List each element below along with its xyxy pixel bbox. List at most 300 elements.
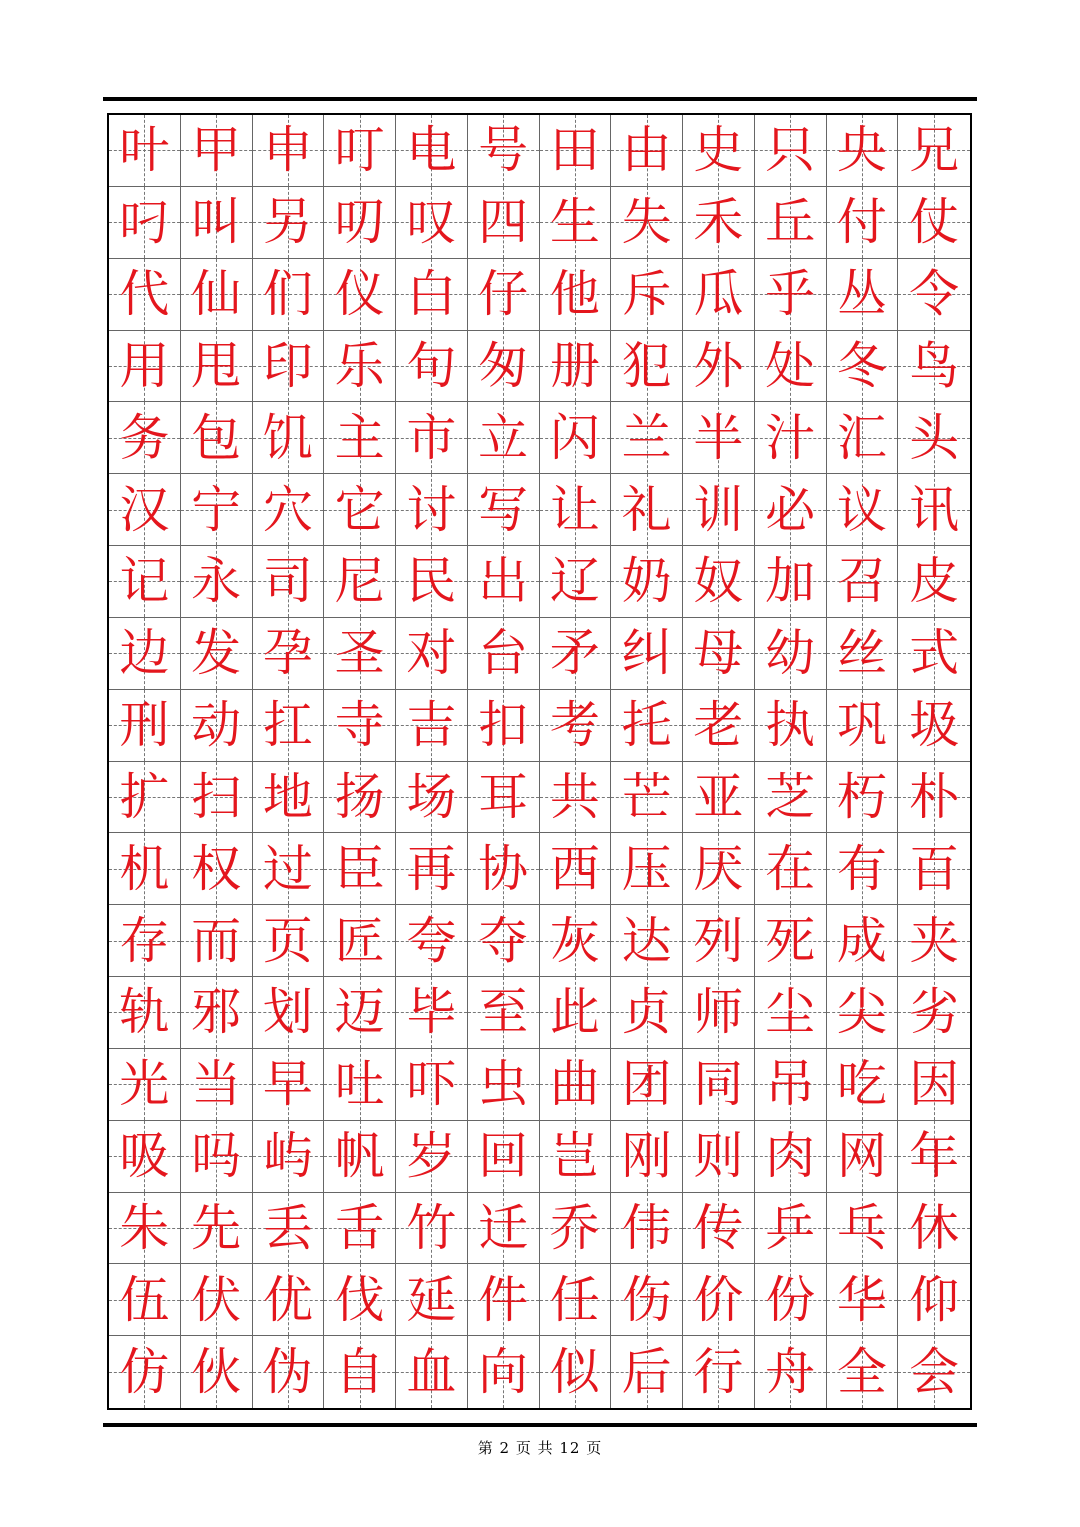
grid-cell (755, 618, 827, 690)
grid-cell (468, 402, 540, 474)
character: 另 (262, 193, 313, 252)
character: 至 (478, 983, 529, 1042)
grid-cell (109, 1193, 181, 1265)
grid-cell (540, 402, 612, 474)
character: 存 (119, 911, 170, 970)
character: 丛 (836, 265, 887, 324)
grid-cell (396, 977, 468, 1049)
grid-cell (324, 618, 396, 690)
grid-cell (396, 402, 468, 474)
grid-cell (468, 762, 540, 834)
character: 当 (191, 1055, 242, 1114)
character: 汁 (765, 408, 816, 467)
grid-cell (827, 259, 899, 331)
grid-cell (253, 259, 325, 331)
character: 印 (262, 336, 313, 395)
character: 劣 (909, 983, 960, 1042)
character: 因 (909, 1055, 960, 1114)
character: 号 (478, 121, 529, 180)
character: 网 (836, 1127, 887, 1186)
grid-cell (683, 1193, 755, 1265)
grid-cell (468, 1336, 540, 1408)
bottom-rule (103, 1423, 977, 1427)
character: 朽 (836, 767, 887, 826)
grid-cell (396, 1049, 468, 1121)
character: 让 (549, 480, 600, 539)
character: 血 (406, 1343, 457, 1402)
character: 饥 (262, 408, 313, 467)
grid-cell (540, 762, 612, 834)
character: 师 (693, 983, 744, 1042)
character: 吊 (765, 1055, 816, 1114)
character: 先 (191, 1198, 242, 1257)
grid-cell (611, 618, 683, 690)
character: 禾 (693, 193, 744, 252)
grid-cell (611, 331, 683, 403)
grid-cell (827, 546, 899, 618)
character: 他 (549, 265, 600, 324)
grid-cell (898, 618, 970, 690)
grid-cell (898, 1264, 970, 1336)
grid-cell (396, 187, 468, 259)
character: 巩 (836, 696, 887, 755)
grid-cell (468, 1264, 540, 1336)
character: 达 (621, 911, 672, 970)
grid-cell (827, 331, 899, 403)
grid-cell (540, 833, 612, 905)
character: 出 (478, 552, 529, 611)
grid-cell (468, 115, 540, 187)
character: 乒 (765, 1198, 816, 1257)
character: 处 (765, 336, 816, 395)
character: 幼 (765, 624, 816, 683)
character: 吗 (191, 1127, 242, 1186)
grid-cell (253, 905, 325, 977)
character: 芝 (765, 767, 816, 826)
grid-cell (324, 259, 396, 331)
grid-cell (468, 1049, 540, 1121)
character: 伙 (191, 1343, 242, 1402)
character: 似 (549, 1343, 600, 1402)
grid-cell (898, 115, 970, 187)
grid-cell (324, 1121, 396, 1193)
character: 寺 (334, 696, 385, 755)
grid-cell (898, 1193, 970, 1265)
character: 西 (549, 839, 600, 898)
character: 仙 (191, 265, 242, 324)
grid-cell (253, 762, 325, 834)
grid-cell (253, 402, 325, 474)
character: 乎 (765, 265, 816, 324)
grid-cell (611, 690, 683, 762)
grid-cell (253, 1121, 325, 1193)
character: 句 (406, 336, 457, 395)
character: 民 (406, 552, 457, 611)
grid-cell (109, 1336, 181, 1408)
grid-cell (683, 833, 755, 905)
grid-cell (324, 690, 396, 762)
character: 臣 (334, 839, 385, 898)
character: 匠 (334, 911, 385, 970)
character: 团 (621, 1055, 672, 1114)
character: 优 (262, 1270, 313, 1329)
grid-cell (109, 977, 181, 1049)
grid-cell (898, 1049, 970, 1121)
character: 回 (478, 1127, 529, 1186)
grid-cell (683, 1121, 755, 1193)
grid-cell (181, 690, 253, 762)
character: 在 (765, 839, 816, 898)
grid-cell (540, 905, 612, 977)
grid-cell (109, 762, 181, 834)
character: 犯 (621, 336, 672, 395)
grid-cell (755, 474, 827, 546)
character: 生 (549, 193, 600, 252)
grid-cell (611, 762, 683, 834)
grid-cell (396, 259, 468, 331)
character: 尼 (334, 552, 385, 611)
character: 记 (119, 552, 170, 611)
grid-cell (324, 1049, 396, 1121)
grid-cell (827, 402, 899, 474)
grid-cell (181, 1193, 253, 1265)
character: 必 (765, 480, 816, 539)
character: 叼 (119, 193, 170, 252)
character: 刚 (621, 1127, 672, 1186)
character: 白 (406, 265, 457, 324)
character: 贞 (621, 983, 672, 1042)
grid-cell (396, 474, 468, 546)
grid-cell (396, 115, 468, 187)
grid-cell (109, 474, 181, 546)
grid-cell (827, 474, 899, 546)
grid-cell (468, 1193, 540, 1265)
grid-cell (181, 187, 253, 259)
grid-cell (540, 977, 612, 1049)
character: 刑 (119, 696, 170, 755)
grid-cell (468, 977, 540, 1049)
character: 丘 (765, 193, 816, 252)
character: 央 (836, 121, 887, 180)
grid-cell (611, 402, 683, 474)
grid-cell (540, 259, 612, 331)
character: 汉 (119, 480, 170, 539)
grid-cell (181, 1049, 253, 1121)
grid-cell (109, 690, 181, 762)
character: 有 (836, 839, 887, 898)
character: 冬 (836, 336, 887, 395)
character: 对 (406, 624, 457, 683)
grid-cell (755, 1264, 827, 1336)
character: 四 (478, 193, 529, 252)
character: 地 (262, 767, 313, 826)
character: 耳 (478, 767, 529, 826)
character: 虫 (478, 1055, 529, 1114)
character: 吸 (119, 1127, 170, 1186)
character: 册 (549, 336, 600, 395)
grid-cell (827, 1264, 899, 1336)
grid-cell (396, 1121, 468, 1193)
character: 宁 (191, 480, 242, 539)
character: 申 (262, 121, 313, 180)
grid-cell (324, 1264, 396, 1336)
character: 仗 (909, 193, 960, 252)
character: 奴 (693, 552, 744, 611)
character: 伏 (191, 1270, 242, 1329)
grid-cell (253, 1264, 325, 1336)
grid-cell (827, 762, 899, 834)
character: 朴 (909, 767, 960, 826)
character: 包 (191, 408, 242, 467)
character: 传 (693, 1198, 744, 1257)
grid-cell (611, 977, 683, 1049)
character: 电 (406, 121, 457, 180)
grid-cell (253, 977, 325, 1049)
grid-cell (540, 187, 612, 259)
character: 矛 (549, 624, 600, 683)
grid-cell (540, 690, 612, 762)
grid-cell (611, 1193, 683, 1265)
character: 向 (478, 1343, 529, 1402)
character: 永 (191, 552, 242, 611)
character: 场 (406, 767, 457, 826)
grid-cell (181, 546, 253, 618)
character: 老 (693, 696, 744, 755)
grid-cell (109, 1121, 181, 1193)
character: 夹 (909, 911, 960, 970)
grid-cell (827, 833, 899, 905)
character: 协 (478, 839, 529, 898)
grid-cell (898, 474, 970, 546)
character: 匆 (478, 336, 529, 395)
grid-cell (181, 833, 253, 905)
grid-cell (827, 115, 899, 187)
grid-cell (396, 618, 468, 690)
character: 划 (262, 983, 313, 1042)
character: 令 (909, 265, 960, 324)
grid-cell (396, 1193, 468, 1265)
grid-cell (468, 833, 540, 905)
character: 司 (262, 552, 313, 611)
character: 用 (119, 336, 170, 395)
grid-cell (468, 187, 540, 259)
grid-cell (683, 1049, 755, 1121)
grid-cell (611, 546, 683, 618)
grid-cell (611, 1049, 683, 1121)
character: 光 (119, 1055, 170, 1114)
grid-cell (898, 977, 970, 1049)
grid-cell (898, 259, 970, 331)
grid-cell (324, 115, 396, 187)
grid-cell (181, 618, 253, 690)
character: 动 (191, 696, 242, 755)
character: 同 (693, 1055, 744, 1114)
character: 曲 (549, 1055, 600, 1114)
grid-cell (468, 331, 540, 403)
character: 召 (836, 552, 887, 611)
grid-cell (683, 187, 755, 259)
grid-cell (396, 1264, 468, 1336)
character: 礼 (621, 480, 672, 539)
character: 由 (621, 121, 672, 180)
grid-cell (755, 1193, 827, 1265)
grid-cell (468, 259, 540, 331)
grid-cell (468, 905, 540, 977)
grid-cell (827, 977, 899, 1049)
grid-cell (540, 618, 612, 690)
character: 皮 (909, 552, 960, 611)
character: 瓜 (693, 265, 744, 324)
grid-cell (540, 546, 612, 618)
character: 早 (262, 1055, 313, 1114)
grid-cell (755, 187, 827, 259)
grid-cell (253, 1049, 325, 1121)
character: 台 (478, 624, 529, 683)
character: 百 (909, 839, 960, 898)
character: 毕 (406, 983, 457, 1042)
grid-cell (683, 115, 755, 187)
grid-cell (755, 402, 827, 474)
grid-cell (611, 1336, 683, 1408)
character: 只 (765, 121, 816, 180)
grid-cell (324, 1336, 396, 1408)
character: 式 (909, 624, 960, 683)
character: 务 (119, 408, 170, 467)
character: 叨 (334, 193, 385, 252)
character: 辽 (549, 552, 600, 611)
grid-cell (253, 690, 325, 762)
grid-cell (683, 690, 755, 762)
character: 发 (191, 624, 242, 683)
grid-cell (755, 1336, 827, 1408)
character: 代 (119, 265, 170, 324)
character: 兄 (909, 121, 960, 180)
grid-cell (540, 115, 612, 187)
character: 芒 (621, 767, 672, 826)
grid-cell (611, 259, 683, 331)
grid-cell (181, 1336, 253, 1408)
character: 甩 (191, 336, 242, 395)
character: 夸 (406, 911, 457, 970)
character: 竹 (406, 1198, 457, 1257)
grid-cell (540, 1336, 612, 1408)
grid-cell (611, 905, 683, 977)
character: 行 (693, 1343, 744, 1402)
character: 田 (549, 121, 600, 180)
grid-cell (468, 546, 540, 618)
grid-cell (683, 762, 755, 834)
grid-cell (324, 833, 396, 905)
character: 圾 (909, 696, 960, 755)
character: 外 (693, 336, 744, 395)
character: 丢 (262, 1198, 313, 1257)
character: 年 (909, 1127, 960, 1186)
grid-cell (324, 331, 396, 403)
character: 伪 (262, 1343, 313, 1402)
character: 扫 (191, 767, 242, 826)
grid-cell (827, 187, 899, 259)
grid-cell (181, 115, 253, 187)
character: 仪 (334, 265, 385, 324)
character: 母 (693, 624, 744, 683)
grid-cell (611, 1264, 683, 1336)
grid-cell (109, 905, 181, 977)
character: 页 (262, 911, 313, 970)
character: 考 (549, 696, 600, 755)
character: 头 (909, 408, 960, 467)
character: 汇 (836, 408, 887, 467)
grid-cell (324, 905, 396, 977)
character: 成 (836, 911, 887, 970)
character: 圣 (334, 624, 385, 683)
grid-cell (683, 259, 755, 331)
character: 乓 (836, 1198, 887, 1257)
character: 迁 (478, 1198, 529, 1257)
character: 扬 (334, 767, 385, 826)
character: 灰 (549, 911, 600, 970)
character: 边 (119, 624, 170, 683)
grid-cell (683, 618, 755, 690)
grid-cell (898, 1121, 970, 1193)
grid-cell (181, 259, 253, 331)
grid-cell (253, 1193, 325, 1265)
grid-cell (683, 1336, 755, 1408)
character: 兰 (621, 408, 672, 467)
character: 吐 (334, 1055, 385, 1114)
character: 议 (836, 480, 887, 539)
grid-cell (253, 1336, 325, 1408)
grid-cell (540, 474, 612, 546)
grid-cell (181, 331, 253, 403)
character: 半 (693, 408, 744, 467)
grid-cell (755, 905, 827, 977)
grid-cell (396, 546, 468, 618)
character: 价 (693, 1270, 744, 1329)
character: 岁 (406, 1127, 457, 1186)
grid-cell (827, 690, 899, 762)
character: 扛 (262, 696, 313, 755)
grid-cell (109, 1264, 181, 1336)
character: 厌 (693, 839, 744, 898)
character: 朱 (119, 1198, 170, 1257)
character: 立 (478, 408, 529, 467)
character: 舟 (765, 1343, 816, 1402)
character: 丝 (836, 624, 887, 683)
top-rule (103, 97, 977, 101)
grid-cell (324, 546, 396, 618)
grid-cell (181, 905, 253, 977)
character: 华 (836, 1270, 887, 1329)
character: 市 (406, 408, 457, 467)
grid-cell (755, 259, 827, 331)
character: 鸟 (909, 336, 960, 395)
character: 失 (621, 193, 672, 252)
character: 吉 (406, 696, 457, 755)
grid-cell (611, 1121, 683, 1193)
character: 份 (765, 1270, 816, 1329)
character: 舌 (334, 1198, 385, 1257)
grid-cell (253, 833, 325, 905)
character: 休 (909, 1198, 960, 1257)
grid-cell (683, 977, 755, 1049)
grid-cell (109, 833, 181, 905)
grid-cell (611, 833, 683, 905)
grid-cell (324, 474, 396, 546)
grid-cell (253, 331, 325, 403)
grid-cell (755, 115, 827, 187)
grid-cell (396, 331, 468, 403)
character: 后 (621, 1343, 672, 1402)
